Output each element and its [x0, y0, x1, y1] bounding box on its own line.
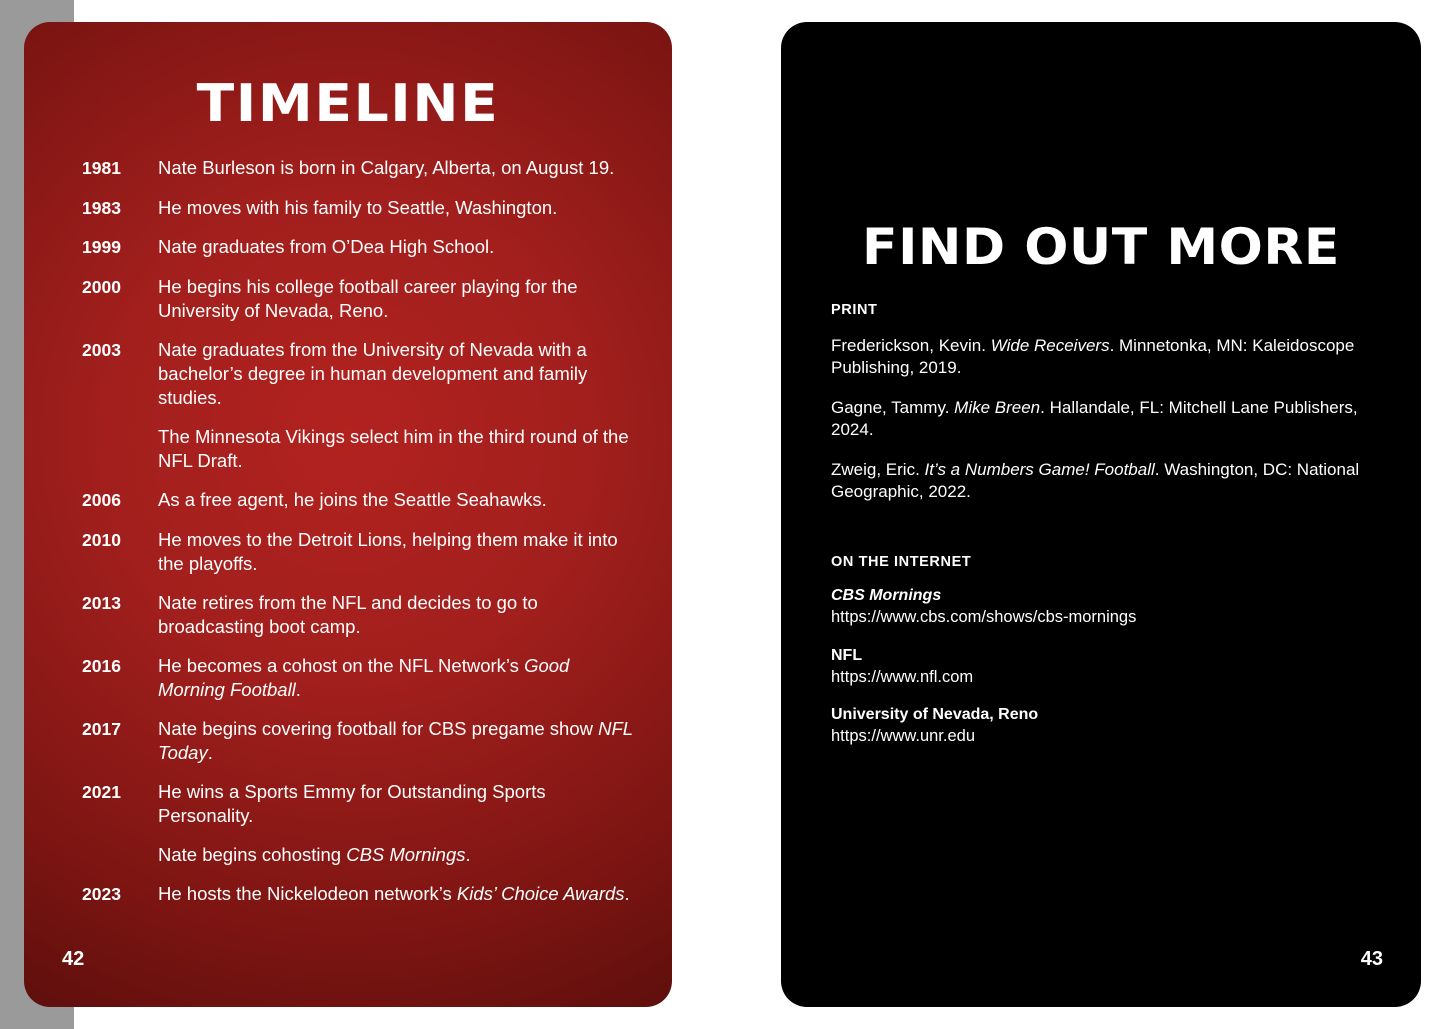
timeline-text: He becomes a cohost on the NFL Network’s Good Morning Football.	[158, 655, 570, 701]
web-reference-url[interactable]: https://www.unr.edu	[831, 726, 975, 745]
timeline-text: Nate Burleson is born in Calgary, Alberta, on August 19.	[158, 157, 615, 178]
web-reference	[831, 705, 1371, 747]
section-heading-print: PRINT	[831, 302, 878, 318]
timeline-text: The Minnesota Vikings select him in the third round of the NFL Draft.	[158, 426, 629, 472]
timeline-entry	[82, 235, 636, 260]
print-reference: Frederickson, Kevin. Wide Receivers. Minnetonka, MN: Kaleidoscope Publishing, 2019.	[831, 336, 1355, 377]
timeline-text: He wins a Sports Emmy for Outstanding Sports Personality.	[158, 781, 546, 827]
timeline-list	[24, 156, 672, 907]
timeline-year: 2016	[82, 656, 121, 677]
web-reference	[831, 586, 1371, 628]
timeline-entry	[82, 843, 636, 867]
page-title-timeline: TIMELINE	[196, 74, 500, 134]
timeline-entry	[82, 488, 636, 513]
timeline-year: 1999	[82, 237, 121, 258]
section-heading-internet: ON THE INTERNET	[831, 554, 972, 571]
timeline-entry	[82, 425, 636, 473]
timeline-year: 1983	[82, 197, 121, 218]
timeline-entry	[82, 196, 636, 221]
timeline-year: 2021	[82, 782, 121, 803]
web-reference-list	[831, 586, 1371, 747]
timeline-entry	[82, 591, 636, 639]
timeline-year: 2000	[82, 276, 121, 297]
timeline-year: 2003	[82, 339, 121, 360]
timeline-entry	[82, 717, 636, 765]
timeline-entry	[82, 882, 636, 907]
page-number-right: 43	[1360, 948, 1383, 970]
timeline-text: Nate retires from the NFL and decides to go to broadcasting boot camp.	[158, 591, 538, 637]
timeline-entry	[82, 338, 636, 410]
find-out-more-body	[781, 302, 1421, 747]
timeline-year: 2010	[82, 529, 121, 550]
timeline-text: He hosts the Nickelodeon network’s Kids’ Choice Awards.	[158, 883, 630, 905]
timeline-text: Nate begins covering football for CBS pregame show NFL Today.	[158, 718, 633, 764]
timeline-year: 1981	[82, 158, 121, 178]
web-reference	[831, 646, 1371, 688]
timeline-text: He begins his college football career playing for the University of Nevada, Reno.	[158, 275, 578, 321]
print-reference-list	[831, 335, 1371, 502]
right-page-find-out-more	[781, 22, 1421, 1007]
timeline-entry	[82, 528, 636, 576]
web-reference-name: CBS Mornings	[831, 587, 942, 605]
timeline-text: Nate graduates from the University of Nevada with a bachelor’s degree in human development and family studies.	[158, 338, 588, 409]
timeline-entry	[82, 780, 636, 828]
print-reference: Zweig, Eric. It’s a Numbers Game! Football. Washington, DC: National Geographic, 2022.	[831, 460, 1360, 501]
web-reference-url[interactable]: https://www.nfl.com	[831, 667, 974, 686]
timeline-text: As a free agent, he joins the Seattle Seahawks.	[158, 489, 547, 511]
timeline-entry	[82, 654, 636, 702]
timeline-text: He moves to the Detroit Lions, helping them make it into the playoffs.	[158, 528, 618, 574]
print-reference: Gagne, Tammy. Mike Breen. Hallandale, FL: Mitchell Lane Publishers, 2024.	[831, 398, 1358, 439]
timeline-year	[82, 425, 158, 473]
timeline-text: Nate begins cohosting CBS Mornings.	[158, 844, 471, 866]
timeline-year: 2017	[82, 719, 121, 740]
web-reference-url[interactable]: https://www.cbs.com/shows/cbs-mornings	[831, 608, 1137, 627]
web-reference-name: University of Nevada, Reno	[831, 705, 1039, 723]
web-reference-name: NFL	[831, 646, 863, 664]
timeline-year: 2013	[82, 592, 121, 613]
timeline-entry	[82, 156, 636, 181]
timeline-text: Nate graduates from O’Dea High School.	[158, 236, 495, 258]
timeline-year: 2023	[82, 884, 121, 905]
page-number-left: 42	[62, 948, 85, 970]
timeline-entry	[82, 275, 636, 323]
timeline-text: He moves with his family to Seattle, Washington.	[158, 196, 558, 218]
page-title-find-out-more: FIND OUT MORE	[862, 218, 1340, 276]
timeline-year	[82, 843, 158, 867]
timeline-year: 2006	[82, 490, 121, 511]
left-page-timeline	[24, 22, 672, 1007]
